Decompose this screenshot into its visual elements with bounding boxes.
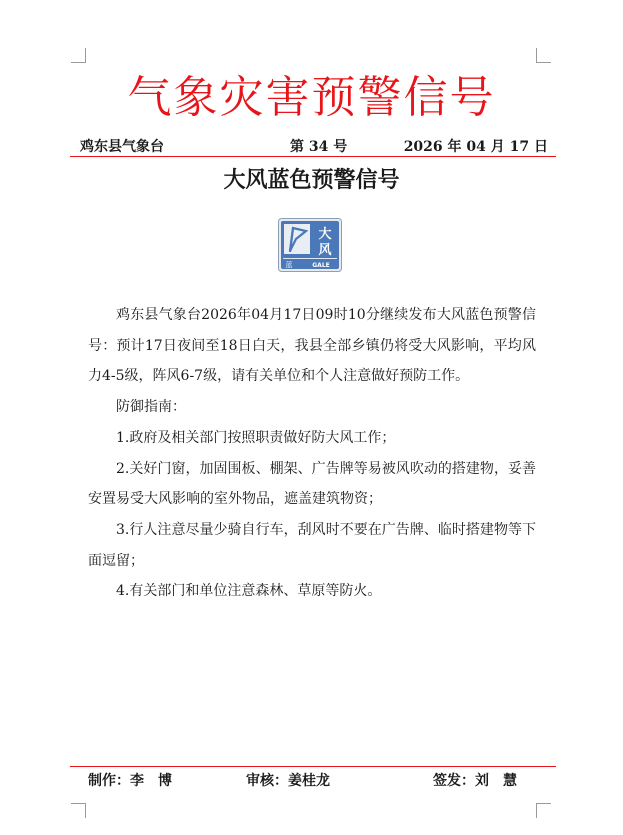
document-meta-row [80, 136, 548, 156]
signal-title: 大风蓝色预警信号 [223, 167, 400, 193]
footer-divider [70, 766, 556, 767]
issue-date: 2026 年 04 月 17 日 [403, 139, 548, 155]
crop-mark-top-right [536, 48, 551, 63]
signer-credit: 签发：刘 慧 [433, 773, 517, 789]
crop-mark-bottom-right [536, 803, 551, 818]
icon-glyph-bottom: 风 [318, 243, 332, 258]
warning-body [88, 300, 536, 607]
gale-blue-warning-icon [278, 218, 342, 272]
icon-en-label: GALE [312, 262, 330, 269]
warning-paragraph: 鸡东县气象台2026年04月17日09时10分继续发布大风蓝色预警信号：预计17日夜间至18日白天，我县全部乡镇仍将受大风影响，平均风力4-5级，阵风6-7级，请有关单位和个人注意做好预防工作。 [88, 307, 536, 385]
document-banner: 气象灾害预警信号 [127, 72, 496, 123]
crop-mark-top-left [71, 48, 86, 63]
guide-item-2: 2.关好门窗，加固围板、棚架、广告牌等易被风吹动的搭建物，妥善安置易受大风影响的室外物品，遮盖建筑物资； [88, 460, 536, 508]
icon-glyph-top: 大 [318, 227, 332, 242]
maker-credit: 制作：李 博 [88, 773, 172, 789]
issue-number: 第 34 号 [290, 139, 348, 155]
guide-item-3: 3.行人注意尽量少骑自行车，刮风时不要在广告牌、临时搭建物等下面逗留； [88, 521, 536, 569]
icon-level-char: 蓝 [285, 261, 293, 269]
guide-item-1: 1.政府及相关部门按照职责做好防大风工作； [116, 429, 396, 446]
issuing-organization: 鸡东县气象台 [80, 139, 164, 155]
header-divider [70, 156, 556, 157]
guide-item-4: 4.有关部门和单位注意森林、草原等防火。 [116, 583, 382, 600]
guide-heading: 防御指南： [116, 399, 186, 416]
crop-mark-bottom-left [71, 803, 86, 818]
reviewer-credit: 审核：姜桂龙 [246, 773, 330, 789]
signature-row [88, 770, 528, 792]
